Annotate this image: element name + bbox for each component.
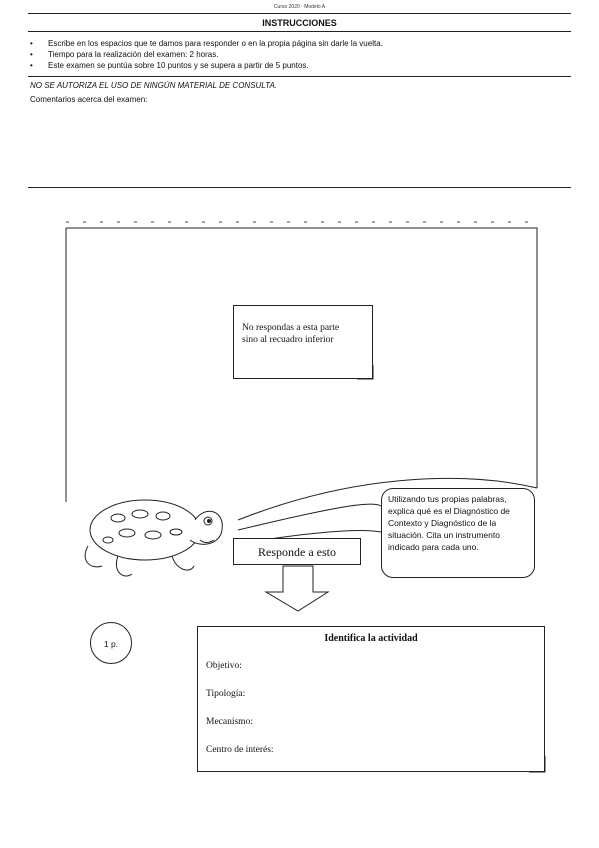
instruction-item: • Escribe en los espacios que te damos para responder o en la propia página sin darle la vuelta. [30,38,383,49]
speech-line-middle [238,504,381,530]
instruction-item: • Tiempo para la realización del examen: 2 horas. [30,49,383,60]
field-objetivo[interactable]: Objetivo: [206,661,242,671]
turtle-back-leg [85,546,102,567]
activity-title: Identifica la actividad [324,633,418,644]
note-box [233,305,373,379]
warning-text: NO SE AUTORIZA EL USO DE NINGÚN MATERIAL DE CONSULTA. [30,81,278,90]
turtle-head [190,511,222,544]
down-arrow [266,566,328,611]
field-tipologia[interactable]: Tipología: [206,689,246,699]
field-centro-de-interes[interactable]: Centro de interés: [206,745,274,755]
respond-label-box: Responde a esto [233,538,361,565]
turtle-illustration [85,500,222,576]
field-mecanismo[interactable]: Mecanismo: [206,717,253,727]
note-line-2: sino al recuadro inferior [242,335,334,345]
turtle-shell [90,500,200,560]
points-badge: 1 p. [90,622,132,664]
note-line-1: No respondas a esta parte [242,323,340,333]
question-bubble: Utilizando tus propias palabras, explica qué es el Diagnóstico de Contexto y Diagnóstico de la situación. Cita un instrumento indicado para cada uno. [381,488,535,578]
activity-box[interactable] [197,626,545,772]
instruction-item: • Este examen se puntúa sobre 10 puntos y se supera a partir de 5 puntos. [30,60,383,71]
turtle-front-leg-2 [172,556,194,570]
comments-label: Comentarios acerca del examen: [30,95,148,104]
instructions-title: INSTRUCCIONES [262,18,337,28]
header-small-text: Curso 2020 · Modelo A [273,4,326,10]
